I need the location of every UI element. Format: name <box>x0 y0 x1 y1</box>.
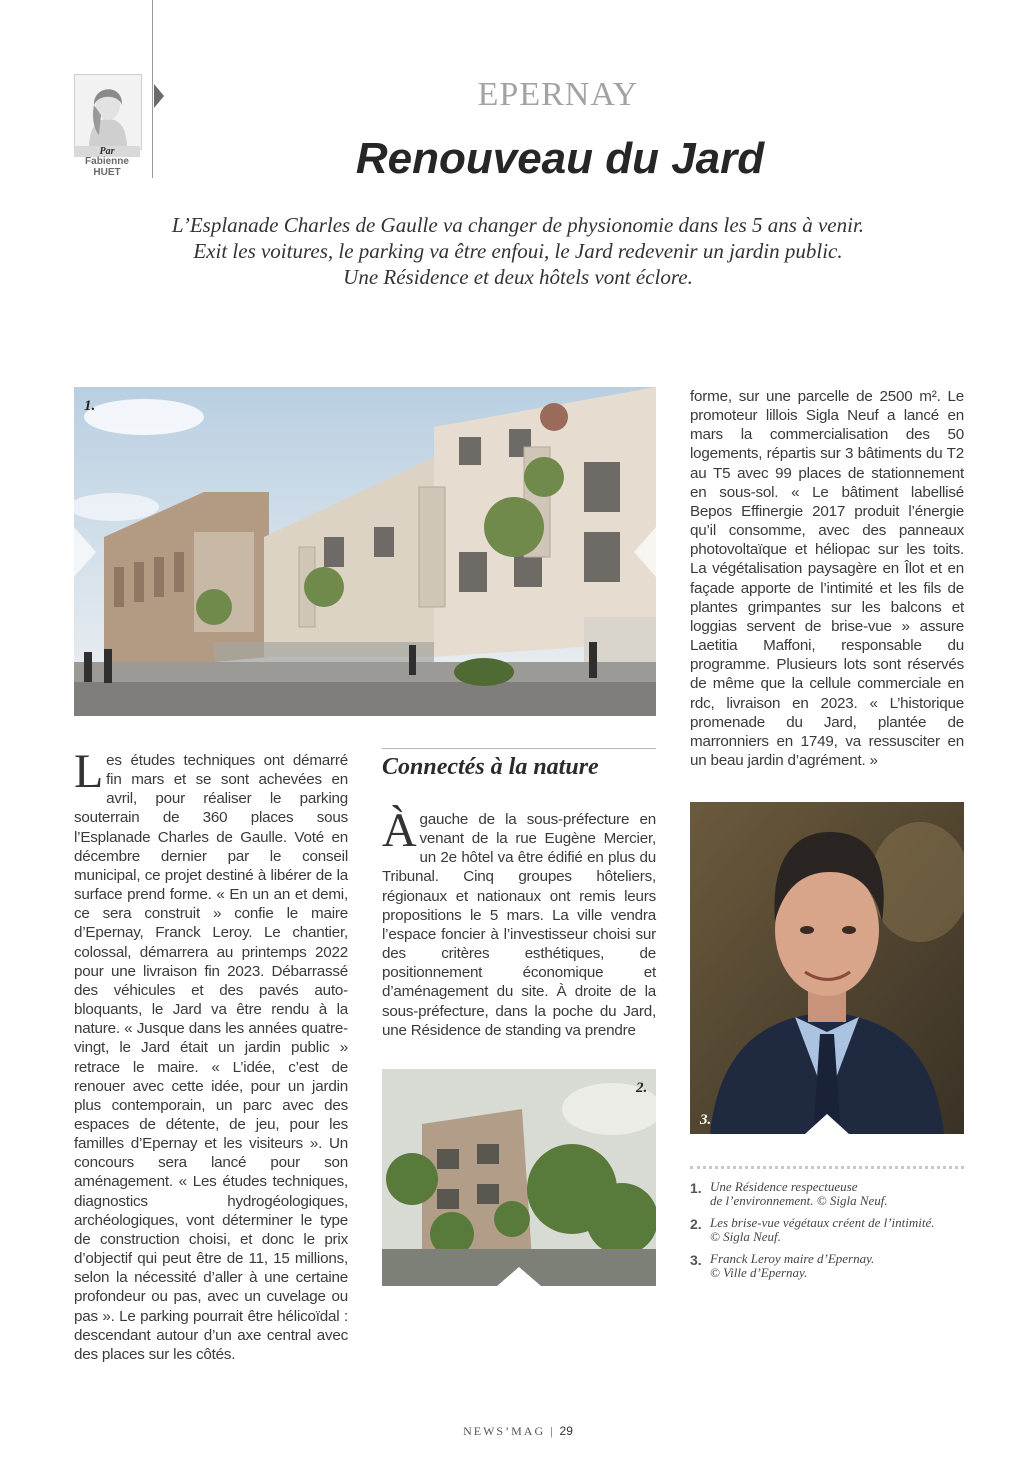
caption-line: Les brise-vue végétaux créent de l’intimité. <box>710 1215 935 1230</box>
photo-captions <box>690 1180 964 1288</box>
caption-number: 2. <box>690 1216 702 1232</box>
drop-cap: L <box>74 745 104 798</box>
green-facade-image <box>382 1069 656 1286</box>
section-subheading: Connectés à la nature <box>382 754 599 780</box>
author-prefix: Par <box>74 146 140 157</box>
mayor-portrait-image <box>690 802 964 1134</box>
article-lead <box>100 212 936 290</box>
lead-line: L’Esplanade Charles de Gaulle va changer de physionomie dans les 5 ans à venir. <box>171 213 865 237</box>
article-column-3 <box>690 387 964 770</box>
caption-text <box>710 1216 964 1244</box>
residence-rendering-image <box>74 387 656 716</box>
caption-line: Franck Leroy maire d’Epernay. <box>710 1251 875 1266</box>
author-divider <box>152 0 153 178</box>
caption-line: Une Résidence respectueuse <box>710 1179 858 1194</box>
caption-line: © Ville d’Epernay. <box>710 1265 808 1280</box>
column-2-text: gauche de la sous-préfecture en venant de la rue Eugène Mercier, un 2e hôtel va être édifié en plus du Tribunal. Cinq groupes hôteliers, régionaux et nationaux ont remis leurs propositions le 5 mars. La ville vendra l’espace foncier à l’investisseur choisi sur des critères esthétiques, de positionnement économique et d’aménagement du site. À droite de la sous-préfecture, dans la poche du Jard, une Résidence de standing va prendre <box>382 811 656 1039</box>
author-portrait <box>74 74 142 150</box>
caption-number: 1. <box>690 1180 702 1196</box>
caption-item <box>690 1180 964 1208</box>
author-name <box>70 156 144 178</box>
section-city: EPERNAY <box>477 76 639 113</box>
caption-line: © Sigla Neuf. <box>710 1229 781 1244</box>
column-3-text: forme, sur une parcelle de 2500 m². Le promoteur lillois Sigla Neuf a lancé en mars la commercialisation des 50 logements, répartis sur 3 bâtiments du T2 au T5 avec 99 places de stationnement en sous-sol. « Le bâtiment labellisé Bepos Effinergie 2017 produit l’énergie qu’il consomme, avec des panneaux photovoltaïque et héliopac sur les toits. La végétalisation paysagère en Îlot et en façade apporte de l’intimité et les fils de plantes grimpantes sur les balcons et loggias servent de brise-vue » assure Laetitia Maffoni, responsable du programme. Plusieurs lots sont réservés de même que la cellule commerciale en rdc, livraison en 2023. « L’historique promenade du Jard, plantée de marronniers en 1749, va ressusciter en un beau jardin d’agrément. » <box>690 388 964 769</box>
subhead-rule <box>382 748 656 749</box>
article-column-1 <box>74 745 348 1364</box>
image-number: 2. <box>636 1080 648 1096</box>
page-footer <box>400 1424 636 1439</box>
image-number: 3. <box>700 1112 712 1128</box>
author-last-name: HUET <box>93 167 121 178</box>
caption-text <box>710 1180 964 1208</box>
author-first-name: Fabienne <box>85 156 129 167</box>
caption-divider <box>690 1166 964 1169</box>
page-number: 29 <box>559 1424 573 1438</box>
article-column-2 <box>382 804 656 1040</box>
caption-text <box>710 1252 964 1280</box>
lead-line: Exit les voitures, le parking va être enfoui, le Jard redevenir un jardin public. <box>193 239 843 263</box>
column-1-text: es études techniques ont démarré fin mars et se sont achevées en avril, pour réaliser le parking souterrain de 360 places sous l’Esplanade Charles de Gaulle. Voté en décembre dernier par le conseil municipal, ce projet destiné à libérer de la surface prend forme. « En un an et demi, ce sera construit » confie le maire d’Epernay, Franck Leroy. Le chantier, colossal, démarrera au printemps 2022 pour une livraison fin 2023. Débarrassé des véhicules et des pavés auto-bloquants, le Jard va être rendu à la nature. « Jusque dans les années quatre-vingt, le Jard était un jardin public » retrace le maire. « L’idée, c’est de renouer avec cette idée, pour un jardin plus contemporain, un parc avec des espaces de détente, de jeu, pour les familles d’Epernay et les visiteurs ». Un concours sera lancé pour son aménagement. « Les études techniques, diagnostics hydrogéologiques, archéologiques, vont déterminer le type de construction choisi, et donc le prix d’objectif qui peut être de 11, 15 millions, selon la nécessité d’aller à une certaine profondeur ou pas, avec un cuvelage ou pas ». Le parking pourrait être hélicoïdal : descendant autour d’un axe central avec des places sur les côtés. <box>74 752 348 1363</box>
footer-separator: | <box>550 1424 555 1438</box>
caption-item <box>690 1252 964 1280</box>
lead-line: Une Résidence et deux hôtels vont éclore. <box>343 265 693 289</box>
caption-item <box>690 1216 964 1244</box>
drop-cap: À <box>382 804 417 857</box>
caption-number: 3. <box>690 1252 702 1268</box>
article-title: Renouveau du Jard <box>355 134 765 183</box>
magazine-name: NEWS’MAG <box>463 1424 546 1438</box>
author-arrow-icon <box>154 84 164 108</box>
caption-line: de l’environnement. © Sigla Neuf. <box>710 1193 888 1208</box>
image-number: 1. <box>84 398 96 414</box>
